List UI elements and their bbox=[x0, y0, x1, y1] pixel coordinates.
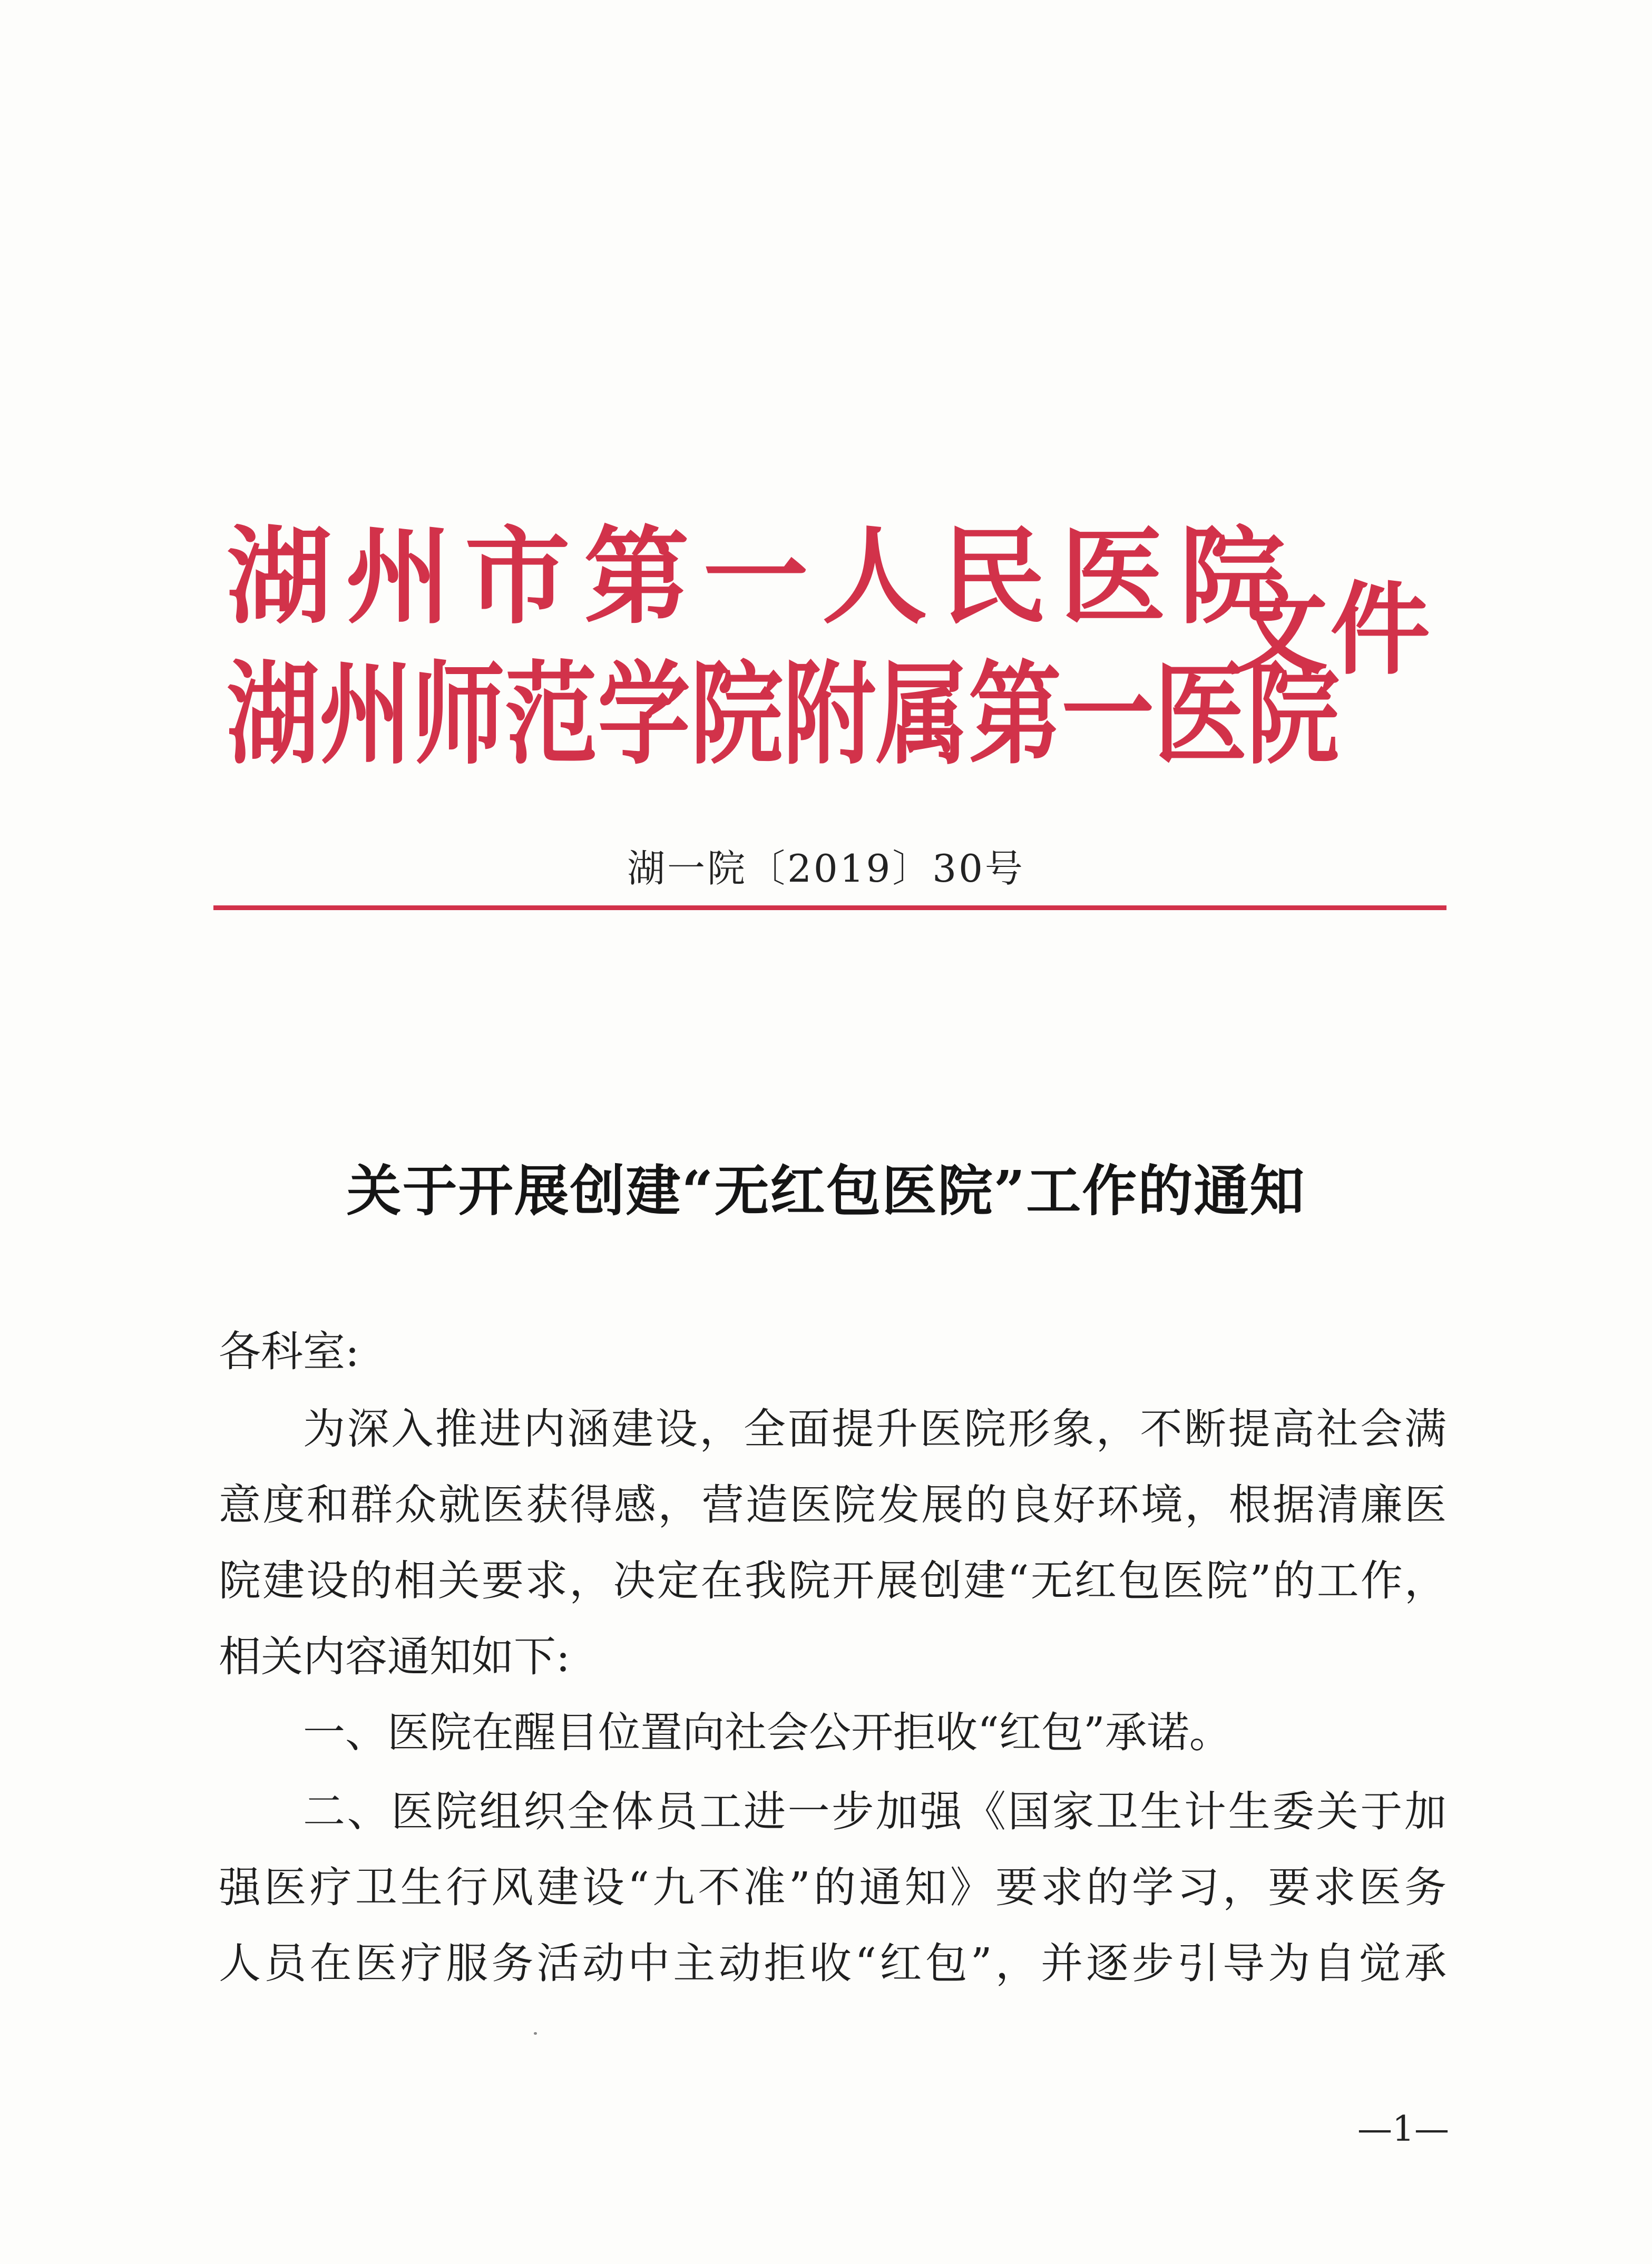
letterhead-org-line-2: 湖州师范学院附属第一医院 bbox=[227, 649, 1340, 780]
paragraph-line: 强医疗卫生行风建设“九不准”的通知》要求的学习，要求医务 bbox=[219, 1863, 1446, 1912]
letterhead-org-line-1: 湖州市第一人民医院 bbox=[227, 515, 1299, 639]
letterhead-suffix: 文件 bbox=[1228, 571, 1433, 688]
paragraph-line: 为深入推进内涵建设，全面提升医院形象，不断提高社会满 bbox=[303, 1404, 1446, 1453]
scan-speck bbox=[534, 2032, 537, 2035]
paragraph-line: 一、医院在醒目位置向社会公开拒收“红包”承诺。 bbox=[303, 1708, 1231, 1757]
paragraph-line: 相关内容通知如下: bbox=[219, 1632, 570, 1681]
document-title: 关于开展创建“无红包医院”工作的通知 bbox=[346, 1158, 1306, 1223]
paragraph-line: 人员在医疗服务活动中主动拒收“红包”，并逐步引导为自觉承 bbox=[219, 1939, 1446, 1988]
paragraph-line: 院建设的相关要求，决定在我院开展创建“无红包医院”的工作， bbox=[219, 1556, 1446, 1605]
document-number: 湖一院〔2019〕30号 bbox=[627, 846, 1025, 891]
salutation: 各科室: bbox=[219, 1327, 359, 1376]
red-letterhead bbox=[227, 515, 1454, 780]
document-body bbox=[219, 1312, 1446, 2002]
paragraph-line: 二、医院组织全体员工进一步加强《国家卫生计生委关于加 bbox=[303, 1787, 1446, 1836]
page-number: —1— bbox=[1357, 2109, 1449, 2149]
paragraph-line: 意度和群众就医获得感，营造医院发展的良好环境，根据清廉医 bbox=[219, 1480, 1446, 1529]
red-divider-rule bbox=[213, 905, 1446, 910]
